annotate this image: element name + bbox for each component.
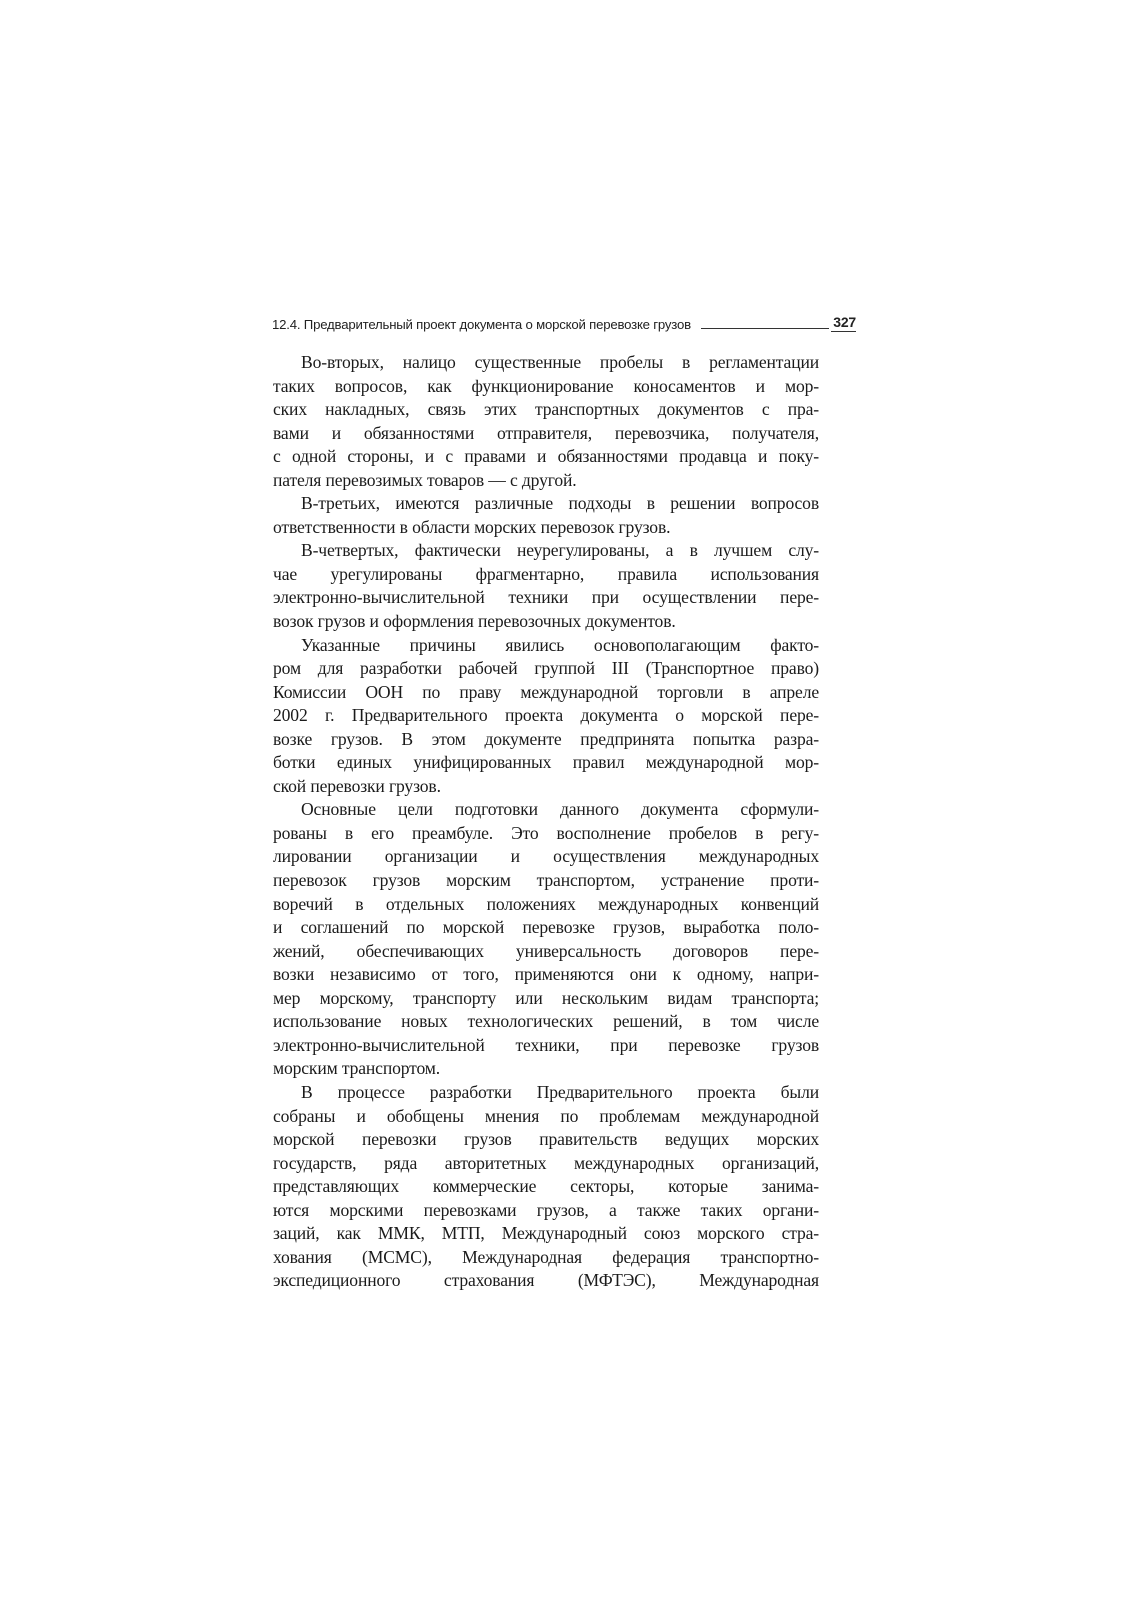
- header-rule: [701, 328, 829, 329]
- text-line: заций, как ММК, МТП, Международный союз морского стра-: [273, 1223, 819, 1244]
- text-line: В-четвертых, фактически неурегулированы, а в лучшем слу-: [301, 540, 819, 561]
- text-line: возки независимо от того, применяются они к одному, напри-: [273, 964, 819, 985]
- text-line: мер морскому, транспорту или нескольким видам транспорта;: [273, 987, 819, 1008]
- text-line: электронно-вычислительной техники при осуществлении пере-: [273, 587, 819, 608]
- text-line: ответственности в области морских перевозок грузов.: [273, 516, 671, 537]
- text-line: Указанные причины явились основополагающим факто-: [301, 634, 819, 655]
- paragraph: [273, 1081, 819, 1293]
- text-line: таких вопросов, как функционирование коносаментов и мор-: [273, 375, 819, 396]
- paragraph: [273, 634, 819, 799]
- paragraph: [273, 539, 819, 633]
- text-line: жений, обеспечивающих универсальность договоров пере-: [273, 940, 819, 961]
- text-line: морским транспортом.: [273, 1058, 440, 1079]
- paragraph: [273, 798, 819, 1081]
- text-line: вами и обязанностями отправителя, перевозчика, получателя,: [273, 422, 819, 443]
- text-line: собраны и обобщены мнения по проблемам международной: [273, 1105, 819, 1126]
- text-line: ются морскими перевозками грузов, а также таких органи-: [273, 1199, 819, 1220]
- text-line: перевозок грузов морским транспортом, устранение проти-: [273, 870, 819, 891]
- paragraph: [273, 492, 819, 539]
- text-line: и соглашений по морской перевозке грузов, выработка поло-: [273, 917, 819, 938]
- text-line: чае урегулированы фрагментарно, правила использования: [273, 563, 819, 584]
- text-line: ботки единых унифицированных правил международной мор-: [273, 752, 819, 773]
- text-line: электронно-вычислительной техники, при перевозке грузов: [273, 1034, 819, 1055]
- text-line: лировании организации и осуществления международных: [273, 846, 819, 867]
- text-line: воречий в отдельных положениях международных конвенций: [273, 893, 819, 914]
- text-line: пателя перевозимых товаров — с другой.: [273, 469, 577, 490]
- text-line: возке грузов. В этом документе предпринята попытка разра-: [273, 728, 819, 749]
- text-line: государств, ряда авторитетных международных организаций,: [273, 1152, 819, 1173]
- body-text: [273, 351, 819, 1293]
- text-line: рованы в его преамбуле. Это восполнение пробелов в регу-: [273, 822, 819, 843]
- text-line: использование новых технологических решений, в том числе: [273, 1011, 819, 1032]
- text-line: Комиссии ООН по праву международной торговли в апреле: [273, 681, 819, 702]
- text-line: Во-вторых, налицо существенные пробелы в регламентации: [301, 352, 819, 372]
- text-line: хования (МСМС), Международная федерация транспортно-: [273, 1246, 819, 1267]
- running-title: 12.4. Предварительный проект документа о морской перевозке грузов: [272, 317, 691, 332]
- text-line: В-третьих, имеются различные подходы в решении вопросов: [301, 493, 819, 514]
- text-line: морской перевозки грузов правительств ведущих морских: [273, 1129, 819, 1150]
- text-line: ских накладных, связь этих транспортных документов с пра-: [273, 399, 819, 420]
- text-line: с одной стороны, и с правами и обязанностями продавца и поку-: [273, 446, 819, 467]
- text-line: ром для разработки рабочей группой III (Транспортное право): [273, 658, 819, 679]
- text-line: Основные цели подготовки данного документа сформули-: [301, 799, 819, 820]
- text-line: В процессе разработки Предварительного проекта были: [301, 1081, 819, 1102]
- text-line: возок грузов и оформления перевозочных документов.: [273, 611, 676, 632]
- page-number: 327: [833, 314, 856, 330]
- text-line: ской перевозки грузов.: [273, 775, 441, 796]
- paragraph: [273, 351, 819, 492]
- running-head: [272, 308, 856, 332]
- text-line: 2002 г. Предварительного проекта документа о морской пере-: [273, 705, 819, 726]
- text-line: экспедиционного страхования (МФТЭС), Международная: [273, 1270, 819, 1291]
- text-line: представляющих коммерческие секторы, которые занима-: [273, 1176, 819, 1197]
